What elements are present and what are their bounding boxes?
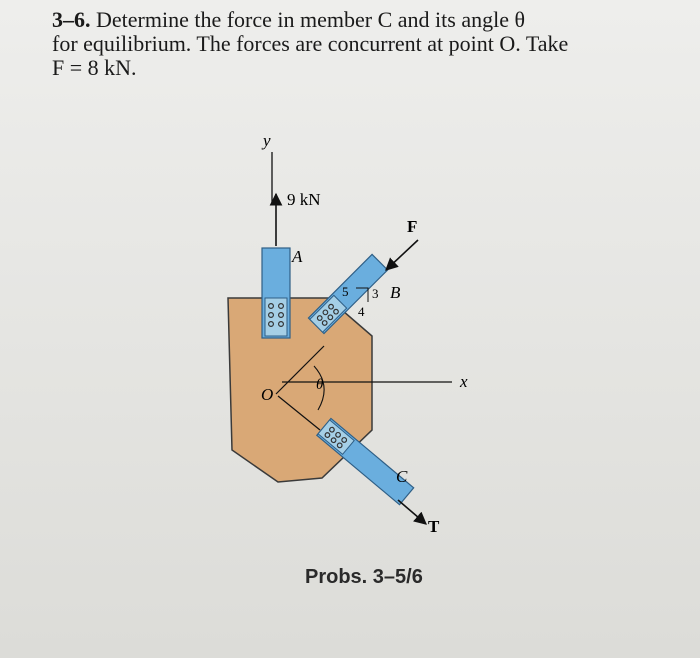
axis-y-label: y — [263, 131, 271, 150]
force-f-arrow — [386, 240, 418, 270]
force-t-label: T — [428, 517, 440, 536]
problem-line-3: F = 8 kN. — [52, 55, 137, 80]
angle-label: θ — [316, 377, 324, 393]
axis-x-label: x — [460, 372, 468, 391]
slope-3-label: 3 — [372, 286, 379, 301]
force-a-label: 9 kN — [287, 190, 321, 209]
origin-label: O — [261, 385, 274, 404]
force-f-label: F — [407, 217, 418, 236]
member-a-label: A — [292, 247, 303, 266]
problem-text-1: Determine the force in member C and its angle θ — [96, 7, 525, 32]
slope-5-label: 5 — [342, 284, 349, 299]
problem-line-2: for equilibrium. The forces are concurrent at point O. Take — [52, 31, 569, 56]
member-c-label: C — [396, 467, 408, 486]
force-t-arrow — [398, 500, 426, 524]
member-b-label: B — [390, 283, 401, 302]
member-a-gusset — [265, 298, 287, 336]
figure-caption: Probs. 3–5/6 — [305, 566, 423, 588]
slope-4-label: 4 — [358, 304, 365, 319]
problem-number: 3–6. — [52, 7, 91, 32]
